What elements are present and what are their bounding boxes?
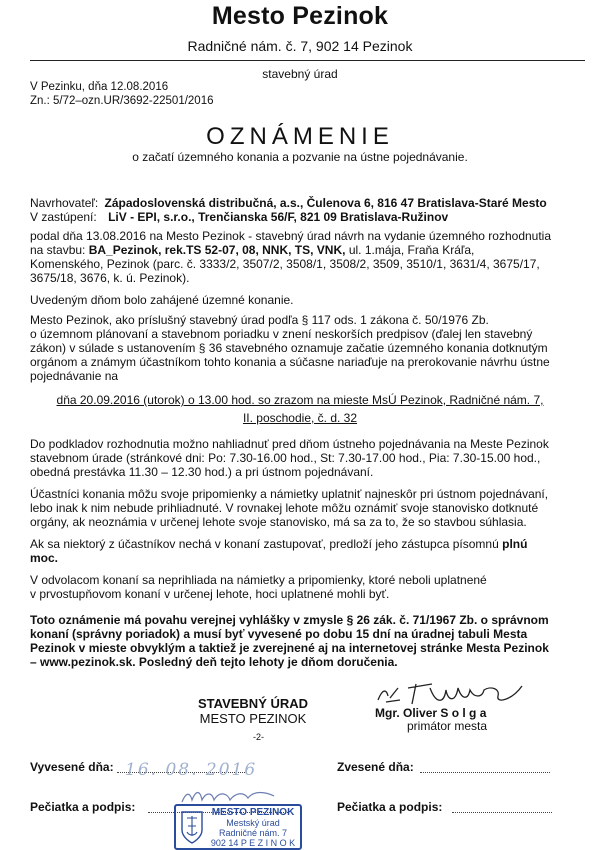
- stamp-line: 902 14 P E Z I N O K: [210, 838, 296, 848]
- posted-label: Vyvesené dňa:: [30, 760, 114, 774]
- mayor-signature: [372, 676, 552, 710]
- hearing-room: II. poschodie, č. d. 32: [242, 411, 358, 425]
- paragraph-representation: [30, 537, 565, 565]
- paragraph-documents: [30, 437, 565, 479]
- p6-bold: plnú: [502, 537, 528, 551]
- p1-line: [30, 243, 565, 257]
- p1-line: 3675/18, 3676, k. ú. Pezinok).: [30, 271, 190, 285]
- office-line: MESTO PEZINOK: [199, 711, 307, 726]
- p5-line: lebo inak k nim nebude prihliadnuté. V rovnakej lehote môžu oznámiť svoje stanovisko dotknuté: [30, 501, 539, 515]
- stamp-line-right: [452, 800, 552, 813]
- header-divider: [30, 60, 585, 61]
- paragraph-application: [30, 229, 565, 285]
- p3-line: orgánom a známym účastníkom tohto konania a súčasne nariaďuje na prerokovanie návrhu ústne: [30, 355, 550, 369]
- p6-line: [30, 537, 565, 551]
- notice-heading: OZNÁMENIE: [206, 123, 394, 150]
- city-address: Radničné nám. č. 7, 902 14 Pezinok: [187, 38, 413, 54]
- p4-line: Do podkladov rozhodnutia možno nahliadnuť pred dňom ústneho pojednávania na Meste Pezinok: [30, 437, 549, 451]
- p5-line: orgány, ak neoznámia v určenej lehote svoje stanovisko, má sa za to, že so stavbou súhlasia.: [30, 515, 527, 529]
- posted-date-handwritten: 16. 08. 2016: [125, 760, 258, 780]
- paragraph-authority: [30, 313, 565, 383]
- place-date: V Pezinku, dňa 12.08.2016: [30, 81, 169, 93]
- paragraph-start: Uvedeným dňom bolo zahájené územné konanie.: [30, 293, 294, 307]
- paragraph-appeal: [30, 573, 565, 601]
- p1-text: ul. 1.mája, Fraňa Kráľa,: [345, 243, 475, 257]
- stamp-label-right: Pečiatka a podpis:: [337, 800, 443, 814]
- official-stamp: [174, 804, 302, 850]
- removed-label: Zvesené dňa:: [337, 760, 414, 774]
- p8-line: Toto oznámenie má povahu verejnej vyhlášky v zmysle § 26 zák. č. 71/1967 Zb. o správnom: [30, 613, 549, 627]
- p1-line: podal dňa 13.08.2016 na Mesto Pezinok - stavebný úrad návrh na vydanie územného rozhodnutia: [30, 229, 552, 243]
- mayor-role: primátor mesta: [407, 719, 488, 733]
- p7-line: v prvostupňovom konaní v určenej lehote, hoci uplatnené mohli byť.: [30, 587, 390, 601]
- p3-line: pojednávanie na: [30, 369, 119, 383]
- city-title: Mesto Pezinok: [211, 2, 389, 30]
- mayor-name: [375, 706, 486, 720]
- p7-line: V odvolacom konaní sa neprihliada na námietky a pripomienky, ktoré neboli uplatnené: [30, 573, 487, 587]
- city-emblem-icon: [179, 808, 205, 846]
- stamp-line: MESTO PEZINOK: [211, 807, 295, 818]
- p8-line: konaní (správny poriadok) a musí byť vyvesené po dobu 15 dní na úradnej tabuli Mesta: [30, 627, 528, 641]
- p5-line: Účastníci konania môžu svoje pripomienky a námietky uplatniť najneskôr pri ústnom pojednávaní,: [30, 487, 549, 501]
- p3-line: o územnom plánovaní a stavebnom poriadku v znení neskorších predpisov (ďalej len stavebný: [30, 327, 533, 341]
- stamp-text: [204, 808, 302, 848]
- paragraph-public-notice: [30, 613, 565, 669]
- office-line: STAVEBNÝ ÚRAD: [198, 696, 309, 711]
- p8-line: – www.pezinok.sk. Posledný deň tejto lehoty je dňom doručenia.: [30, 655, 398, 669]
- representative-label: V zastúpení:: [30, 210, 97, 224]
- applicant-label: Navrhovateľ:: [30, 196, 99, 210]
- p1-line: Komenského, Pezinok (parc. č. 3333/2, 3507/2, 3508/1, 3508/2, 3509, 3510/1, 3631/4, 3675/17,: [30, 257, 540, 271]
- notice-subheading: o začatí územného konania a pozvanie na ústne pojednávanie.: [132, 150, 468, 164]
- p3-line: Mesto Pezinok, ako príslušný stavebný úrad podľa § 117 ods. 1 zákona č. 50/1976 Zb.: [30, 313, 489, 327]
- stamp-label-left: Pečiatka a podpis:: [30, 800, 136, 814]
- mayor-title: Mgr.: [375, 706, 404, 720]
- office-name: stavebný úrad: [262, 67, 338, 81]
- stamp-line: Mestský úrad: [226, 818, 280, 828]
- p8-line: Pezinok v mieste obvyklým a taktiež je zverejnené aj na internetovej stránke Mesta Pezinok: [30, 641, 549, 655]
- stamp-line: Radničné nám. 7: [218, 828, 288, 838]
- p6-text: Ak sa niektorý z účastníkov nechá v konaní zastupovať, predloží jeho zástupca písomnú: [30, 537, 503, 551]
- p4-line: stavebnom úrade (stránkové dni: Po: 7.30-16.00 hod., St: 7.30-17.00 hod., Pia: 7.30-15.00 hod.,: [30, 451, 541, 465]
- reference-number: Zn.: 5/72–ozn.UR/3692-22501/2016: [30, 95, 214, 107]
- removed-date-line: [420, 760, 550, 773]
- p3-line: zákon) v súlade s ustanovením § 36 stavebného oznamuje začatie územného konania dotknutým: [30, 341, 548, 355]
- issuing-office: [198, 696, 308, 726]
- p6-bold: moc.: [30, 551, 59, 565]
- applicant-row: [30, 196, 547, 210]
- applicant-value: Západoslovenská distribučná, a.s., Čulenova 6, 816 47 Bratislava-Staré Mesto: [104, 196, 547, 210]
- p4-line: obedná prestávka 11.30 – 12.30 hod.) a pri ústnom pojednávaní.: [30, 465, 374, 479]
- hearing-date: dňa 20.09.2016 (utorok) o 13.00 hod. so zrazom na mieste MsÚ Pezinok, Radničné nám. 7,: [56, 393, 544, 407]
- paragraph-objections: [30, 487, 565, 529]
- project-name: BA_Pezinok, rek.TS 52-07, 08, NNK, TS, VNK,: [88, 243, 346, 257]
- page-number: -2-: [253, 732, 264, 742]
- representative-row: [30, 210, 448, 224]
- mayor-fullname: Oliver S o l g a: [403, 706, 487, 720]
- p1-text: na stavbu:: [30, 243, 89, 257]
- p6-line: [30, 551, 565, 565]
- representative-value: LiV - EPI, s.r.o., Trenčianska 56/F, 821 09 Bratislava-Ružinov: [108, 210, 449, 224]
